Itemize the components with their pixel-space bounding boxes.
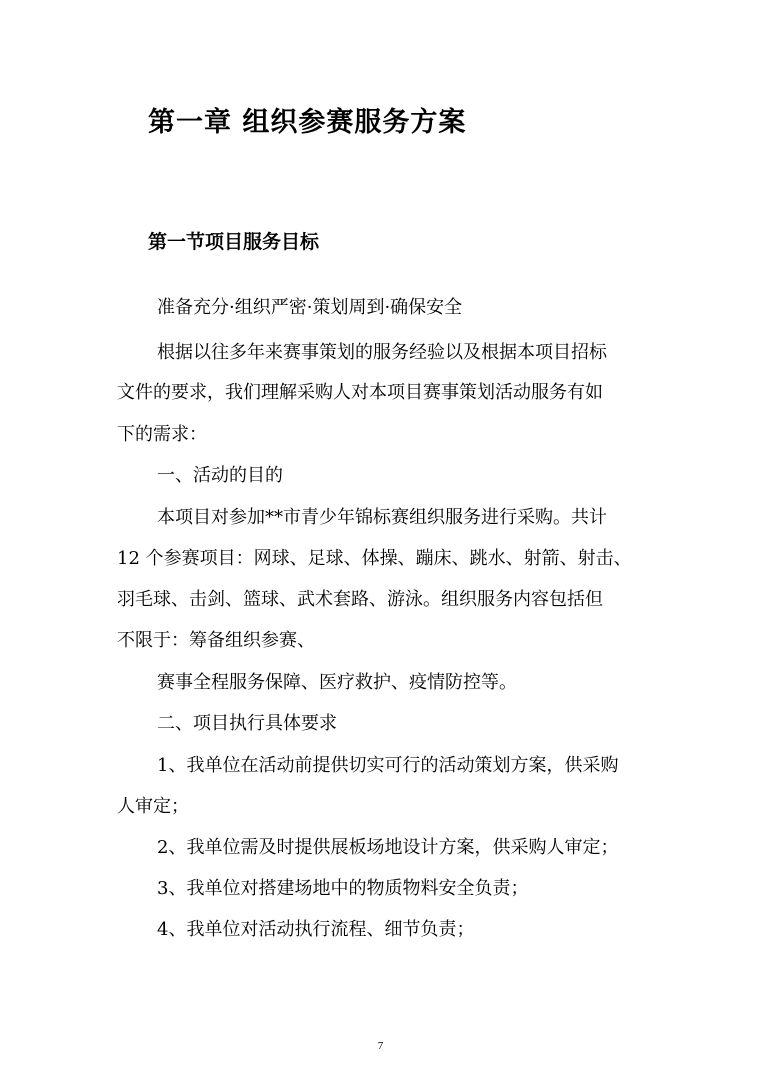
paragraph-line: 12 个参赛项目：网球、足球、体操、蹦床、跳水、射箭、射击、 <box>117 548 632 569</box>
paragraph-line: 不限于：筹备组织参赛、 <box>117 630 315 651</box>
page-number: 7 <box>377 1040 384 1052</box>
paragraph-line: 文件的要求，我们理解采购人对本项目赛事策划活动服务有如 <box>117 382 603 403</box>
list-item: 2、我单位需及时提供展板场地设计方案，供采购人审定； <box>157 837 619 858</box>
paragraph-line: 羽毛球、击剑、篮球、武术套路、游泳。组织服务内容包括但 <box>117 589 603 610</box>
list-heading: 二、项目执行具体要求 <box>157 713 337 734</box>
paragraph-line: 赛事全程服务保障、医疗救护、疫情防控等。 <box>157 672 517 693</box>
paragraph-motto: 准备充分·组织严密·策划周到·确保安全 <box>157 297 463 318</box>
section-title: 第一节项目服务目标 <box>148 231 320 253</box>
chapter-title: 第一章 组织参赛服务方案 <box>148 107 467 138</box>
list-item: 3、我单位对搭建场地中的物质物料安全负责； <box>157 878 529 899</box>
list-item-continuation: 人审定； <box>117 796 189 817</box>
list-item: 1、我单位在活动前提供切实可行的活动策划方案，供采购 <box>157 755 619 776</box>
paragraph-line: 本项目对参加**市青少年锦标赛组织服务进行采购。共计 <box>157 507 607 528</box>
list-heading: 一、活动的目的 <box>157 465 283 486</box>
paragraph-line: 根据以往多年来赛事策划的服务经验以及根据本项目招标 <box>157 342 607 363</box>
paragraph-line: 下的需求： <box>117 424 207 445</box>
list-item: 4、我单位对活动执行流程、细节负责； <box>157 919 475 940</box>
